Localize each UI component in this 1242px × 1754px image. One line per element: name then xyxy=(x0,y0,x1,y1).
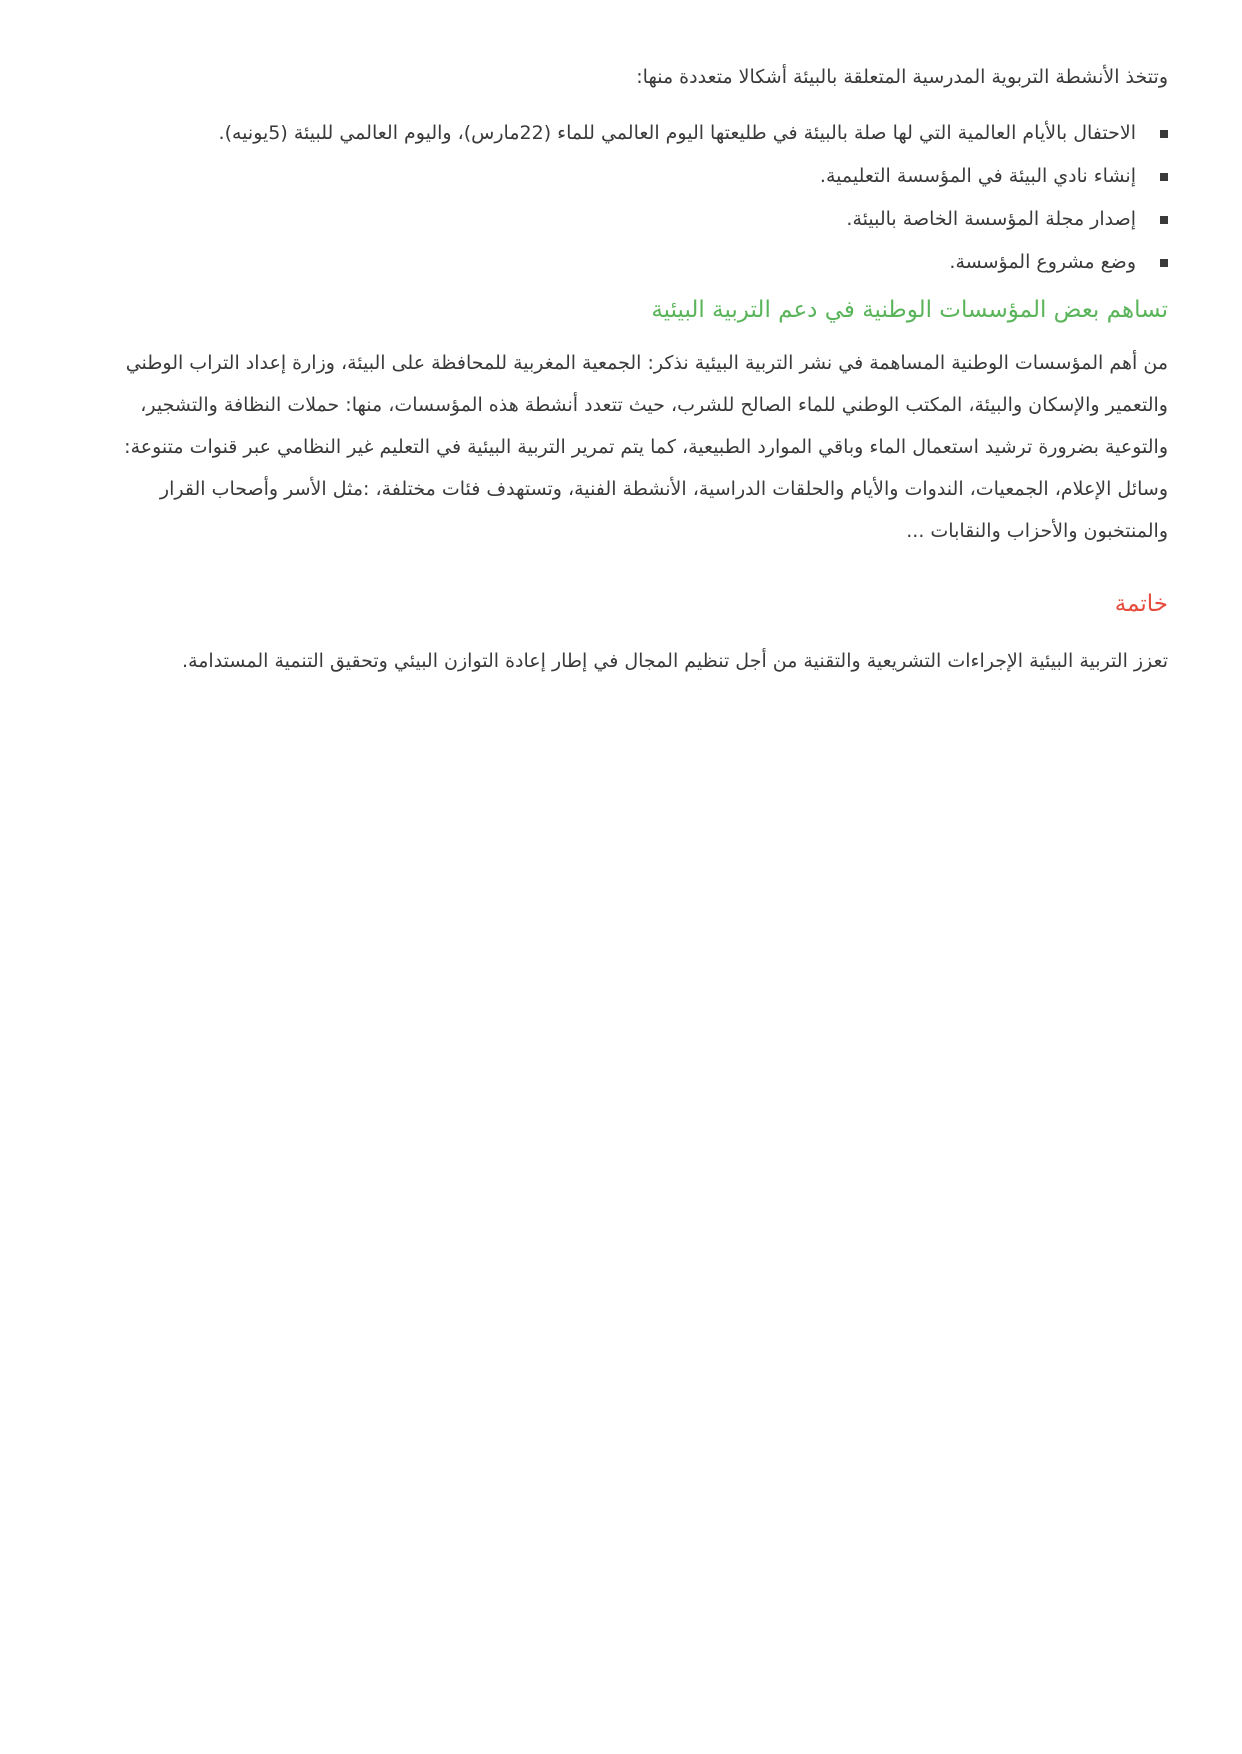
list-item xyxy=(84,247,1136,277)
list-item-text: الاحتفال بالأيام العالمية التي لها صلة بالبيئة في طليعتها اليوم العالمي للماء (22مارس)، واليوم العالمي للبيئة (5يونيه). xyxy=(218,122,1136,144)
list-item-text: إصدار مجلة المؤسسة الخاصة بالبيئة. xyxy=(846,208,1136,230)
square-bullet-icon xyxy=(1160,259,1168,267)
list-item-text: وضع مشروع المؤسسة. xyxy=(949,251,1136,273)
activities-list xyxy=(84,118,1168,277)
conclusion-heading: خاتمة xyxy=(1114,591,1168,617)
square-bullet-icon xyxy=(1160,130,1168,138)
list-item-text: إنشاء نادي البيئة في المؤسسة التعليمية. xyxy=(819,165,1136,187)
section-paragraph: من أهم المؤسسات الوطنية المساهمة في نشر التربية البيئية نذكر: الجمعية المغربية للمحافظة على البيئة، وزارة إعداد التراب الوطني والتعمير والإسكان والبيئة، المكتب الوطني للماء الصالح للشرب، حيث تتعدد أنشطة هذه المؤسسات، منها: حملات النظافة والتشجير، والتوعية بضرورة ترشيد استعمال الماء وباقي الموارد الطبيعية، كما يتم تمرير التربية البيئية في التعليم غير النظامي عبر قنوات متنوعة: وسائل الإعلام، الجمعيات، الندوات والأيام والحلقات الدراسية، الأنشطة الفنية، وتستهدف فئات مختلفة، :مثل الأسر وأصحاب القرار والمنتخبون والأحزاب والنقابات ... xyxy=(124,352,1168,542)
section-heading: تساهم بعض المؤسسات الوطنية في دعم التربية البيئية xyxy=(651,297,1168,323)
conclusion-paragraph: تعزز التربية البيئية الإجراءات التشريعية والتقنية من أجل تنظيم المجال في إطار إعادة التوازن البيئي وتحقيق التنمية المستدامة. xyxy=(182,650,1168,672)
list-item xyxy=(84,118,1136,148)
list-item xyxy=(84,161,1136,191)
list-item xyxy=(84,204,1136,234)
intro-text: وتتخذ الأنشطة التربوية المدرسية المتعلقة بالبيئة أشكالا متعددة منها: xyxy=(636,66,1168,88)
square-bullet-icon xyxy=(1160,173,1168,181)
square-bullet-icon xyxy=(1160,216,1168,224)
